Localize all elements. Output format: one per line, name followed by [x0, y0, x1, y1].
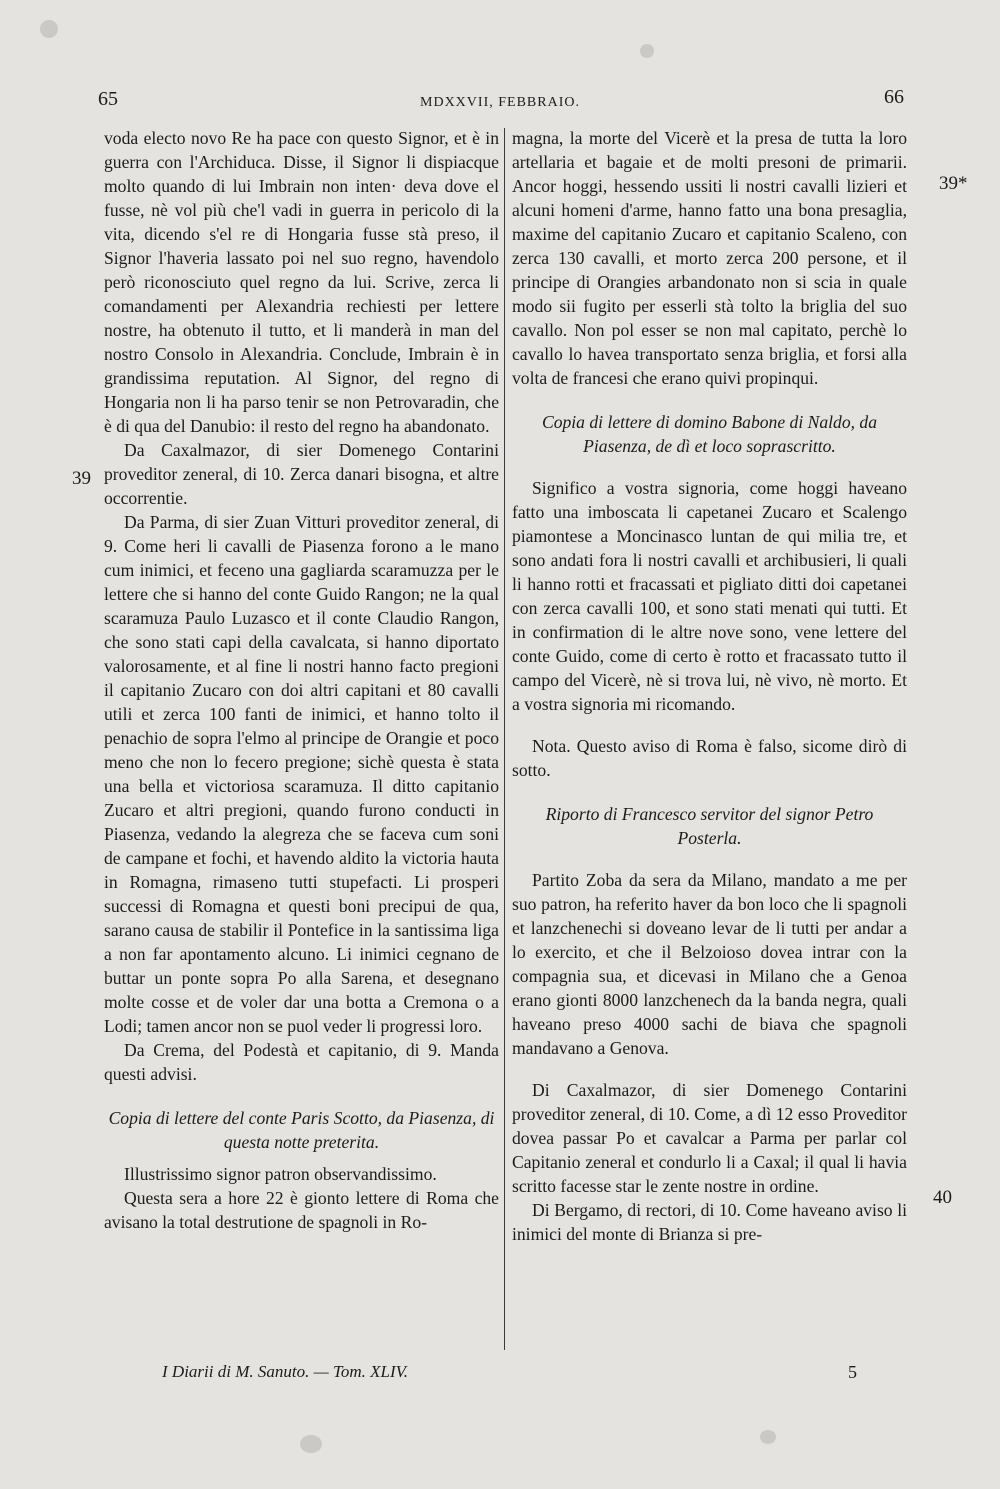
section-heading: Copia di lettere del conte Paris Scotto, da Piasenza, di questa notte preterita. — [108, 1108, 495, 1152]
margin-number: 40 — [933, 1187, 952, 1208]
page-number-right: 66 — [884, 86, 904, 108]
section-heading: Riporto di Francesco servitor del signor Petro Posterla. — [545, 804, 874, 848]
paragraph: Di Caxalmazor, di sier Domenego Contarini proveditor zeneral, di 10. Come, a dì 12 esso Proveditor dovea passar Po et cavalcar a Parma per parlar col Capitanio zeneral et condurlo li a Caxal; il qual li havia scritto facesse star le zente nostre in ordine. — [512, 1080, 907, 1196]
stain-mark — [40, 20, 58, 38]
paragraph: Da Parma, di sier Zuan Vitturi proveditor zeneral, di 9. Come heri li cavalli de Piasenza forono a le mano cum inimici, et feceno una gagliarda scaramuzza per le lettere che si hanno del conte Guido Rangon; ne la qual scaramuza Paulo Luzasco et il conte Claudio Rangon, che sono stati capi della cavalcata, si hanno diportato valorosamente, et al fine li nostri hanno facto pregioni il capitanio Zucaro con doi altri capitani et 80 cavalli utili et zerca 100 fanti de inimici, et hanno tolto il penachio de sopra l'elmo al principe de Orangie et poco meno che non lo fecero pregione; sichè questa è stata una bella et victoriosa scaramuza. Il ditto capitanio Zucaro et altri pregioni, quando furono conducti in Piasenza, vedando la alegreza che se faceva cum soni de campane et fochi, et havendo aldito la victoria hauta in Romagna, rimaseno tutti stupefacti. Li prosperi successi di Romagna et questi boni precipui de qua, sarano causa de stabilir il Pontefice in la santissima liga a non far apontamento alcuno. Li inimici cegnano de buttar un ponte sopra Po alla Sarena, et desegnano molte cosse et de voler dar una botta a Cremona o a Lodi; tamen ancor non se puol veder li progressi loro. — [104, 512, 499, 1036]
paragraph: Illustrissimo signor patron observandissimo. — [124, 1164, 437, 1184]
running-title: MDXXVII, FEBBRAIO. — [420, 95, 580, 110]
right-column — [512, 126, 907, 1246]
stain-mark — [640, 44, 654, 58]
page-number-left: 65 — [98, 88, 118, 110]
paragraph: Da Caxalmazor, di sier Domenego Contarini proveditor zeneral, di 10. Zerca danari bisogna, et altre occorrentie. — [104, 440, 499, 508]
column-divider — [504, 128, 505, 1350]
paragraph: voda electo novo Re ha pace con questo Signor, et è in guerra con l'Archiduca. Disse, il Signor li dispiacque molto quando di lui Imbrain non inten· deva dove el fusse, nè vol più che'l vadi in guerra in pericolo di la vita, dicendo s'el re di Hongaria fusse stà preso, il Signor l'haveria lassato poi nel suo regno, havendolo però riconosciuto quel regno da lui. Scrive, zerca li comandamenti per Alexandria rechiesti per lettere nostre, ha obtenuto il tutto, et li manderà in man del nostro Consolo in Alexandria. Conclude, Imbrain è in grandissima reputation. Al Signor, del regno di Hongaria non li ha parso tenir se non Petrovaradin, che è di qua del Danubio: il resto del regno ha abandonato. — [104, 128, 499, 436]
paragraph: Questa sera a hore 22 è gionto lettere di Roma che avisano la total destrutione de spagnoli in Ro- — [104, 1188, 499, 1232]
paragraph: Nota. Questo aviso di Roma è falso, sicome dirò di sotto. — [512, 736, 907, 780]
signature-mark: 5 — [848, 1362, 857, 1382]
paragraph: magna, la morte del Vicerè et la presa de tutta la loro artellaria et bagaie et de molti presoni de primarii. Ancor hoggi, hessendo ussiti li nostri cavalli lizieri et alcuni homeni d'arme, hanno fatto una bona presaglia, maxime del capitanio Zucaro et capitanio Scaleno, con zerca 130 cavalli, et morto zerca 200 persone, et il principe di Orangies arbandonato non si scia in quale modo sii fugito per esserli stà tolto la briglia del suo cavallo. Non pol esser se non mal capitato, perchè lo cavallo lo havea transportato senza briglia, et forsi alla volta de francesi che erano quivi propinqui. — [512, 128, 907, 388]
stain-mark — [300, 1435, 322, 1453]
margin-number: 39* — [939, 173, 968, 194]
left-column — [104, 126, 499, 1234]
stain-mark — [760, 1430, 776, 1444]
paragraph: Di Bergamo, di rectori, di 10. Come haveano aviso li inimici del monte di Brianza si pre- — [512, 1200, 907, 1244]
paragraph: Significo a vostra signoria, come hoggi haveano fatto una imboscata li capetanei Zucaro et Scalengo piamontese a Moncinasco luntan de qui milia tre, et sono andati fora li nostri cavalli et archibusieri, li quali li hanno rotti et fracassati et pigliato ditti doi capetanei con zerca cavalli 100, et sono stati menati qui tutti. Et in confirmation di le altre nove sono, vene lettere del conte Guido, come di certo è rotto et fracassato tutto il campo del Vicerè, nè si trova lui, nè vivo, nè morto. Et a vostra signoria mi ricomando. — [512, 478, 907, 714]
section-heading: Copia di lettere di domino Babone di Naldo, da Piasenza, de dì et loco soprascritto. — [541, 412, 878, 456]
margin-number: 39 — [72, 468, 91, 489]
paragraph: Da Crema, del Podestà et capitanio, di 9. Manda questi advisi. — [104, 1040, 499, 1084]
footer-title: I Diarii di M. Sanuto. — Tom. XLIV. — [162, 1362, 409, 1381]
paragraph: Partito Zoba da sera da Milano, mandato a me per suo patron, ha referito haver da bon loco che li spagnoli et lanzchenechi si doveano levar de li tutti per andar a lo exercito, et che il Belzoioso dovea intrar con la compagnia sua, et dicevasi in Milano che a Genoa erano gionti 8000 lanzchenech da la banda negra, quali haveano preso 4000 sachi de biava che spagnoli mandavano a Genova. — [512, 870, 907, 1058]
